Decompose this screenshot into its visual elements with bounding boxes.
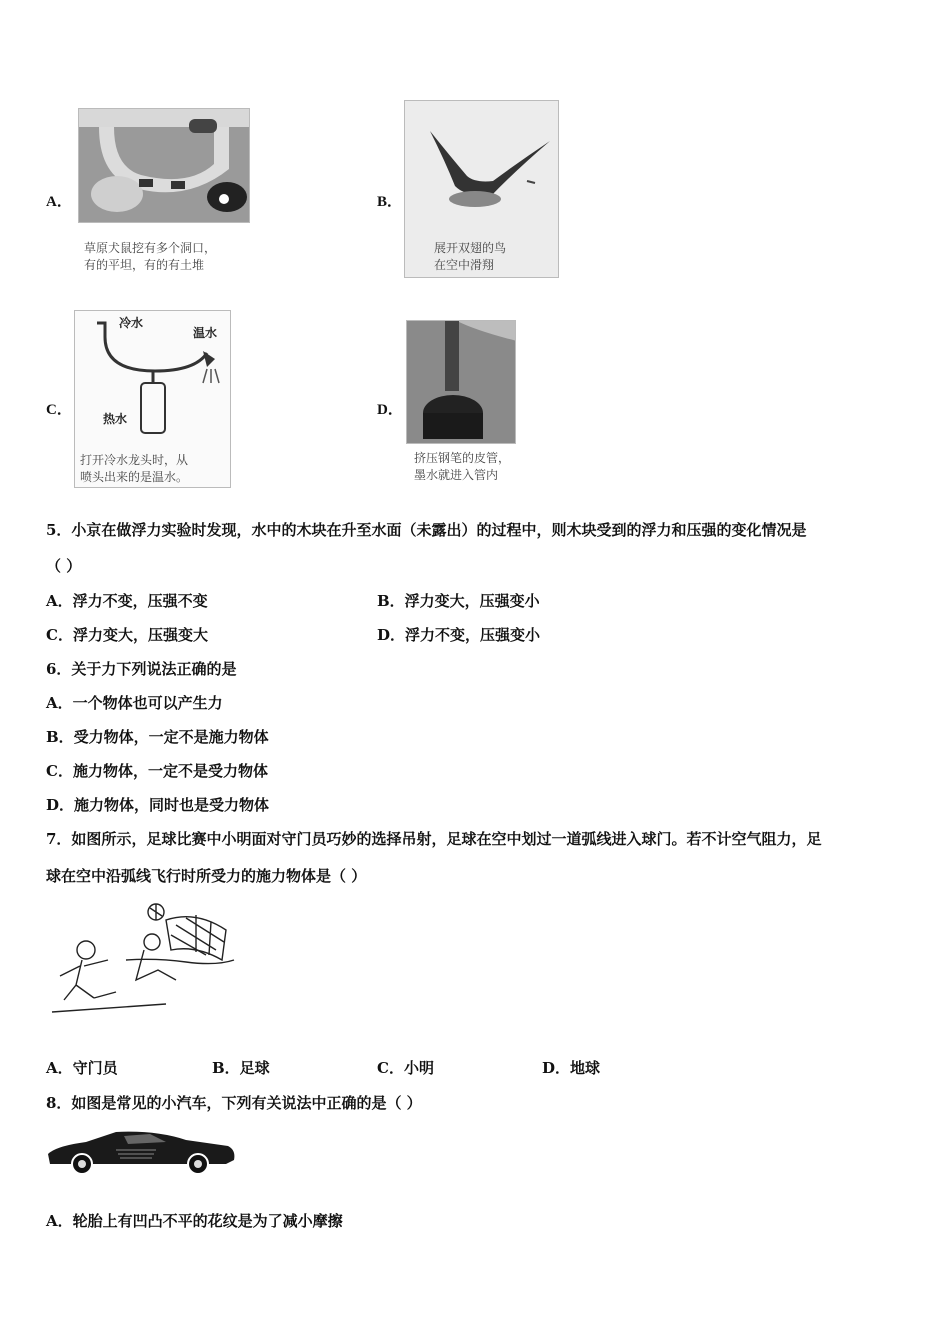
q5-answer-paren: （ ）: [46, 557, 82, 575]
option-letter-b: B．: [377, 194, 403, 210]
fountain-pen-figure: [406, 320, 516, 444]
q7-stem-line-2: 球在空中沿弧线飞行时所受力的施力物体是（ ）: [46, 867, 367, 885]
label-cold-water: 冷水: [119, 316, 144, 330]
q6-option-d[interactable]: D．施力物体，同时也是受力物体: [46, 796, 270, 814]
q7-option-b[interactable]: B．足球: [212, 1059, 270, 1077]
figure-c-caption-2: 喷头出来的是温水。: [80, 470, 189, 484]
figure-b-caption-1: 展开双翅的鸟: [434, 241, 507, 255]
q7-stem-line-1: 7．如图所示，足球比赛中小明面对守门员巧妙的选择吊射，足球在空中划过一道弧线进入球门。若不计空气阻力，足: [46, 830, 822, 848]
q8-option-a[interactable]: A．轮胎上有凹凸不平的花纹是为了减小摩擦: [46, 1212, 343, 1230]
q5-option-c[interactable]: C．浮力变大，压强变大: [46, 626, 208, 644]
q5-stem: 5．小京在做浮力实验时发现，水中的木块在升至水面（未露出）的过程中，则木块受到的浮力和压强的变化情况是: [46, 521, 807, 539]
soccer-illustration: [46, 900, 238, 1022]
q5-option-a[interactable]: A．浮力不变，压强不变: [46, 592, 208, 610]
q8-stem: 8．如图是常见的小汽车，下列有关说法中正确的是（ ）: [46, 1094, 422, 1112]
figure-d-caption-2: 墨水就进入管内: [414, 468, 499, 482]
option-letter-d: D．: [377, 402, 403, 418]
label-hot-water: 热水: [103, 412, 128, 426]
prairie-dog-burrow-figure: [78, 108, 250, 223]
figure-d-caption-1: 挤压钢笔的皮管，: [414, 451, 511, 465]
sports-car-figure: [46, 1128, 236, 1176]
q7-option-d[interactable]: D．地球: [542, 1059, 601, 1077]
option-letter-a: A．: [46, 194, 72, 210]
q5-option-b[interactable]: B．浮力变大，压强变小: [377, 592, 540, 610]
burrow-illustration: [79, 109, 250, 223]
figure-c-caption-1: 打开冷水龙头时，从: [80, 453, 189, 467]
q6-stem: 6．关于力下列说法正确的是: [46, 660, 237, 678]
q6-option-c[interactable]: C．施力物体，一定不是受力物体: [46, 762, 268, 780]
pen-squeeze-illustration: [407, 321, 516, 444]
figure-b-caption-2: 在空中滑翔: [434, 258, 495, 272]
soccer-lob-figure: [46, 900, 238, 1022]
figure-a-caption-1: 草原犬鼠挖有多个洞口，: [84, 241, 217, 255]
q7-option-a[interactable]: A．守门员: [46, 1059, 118, 1077]
q6-option-b[interactable]: B．受力物体，一定不是施力物体: [46, 728, 269, 746]
car-illustration: [46, 1128, 236, 1176]
option-letter-c: C．: [46, 402, 72, 418]
figure-a-caption-2: 有的平坦，有的有土堆: [84, 258, 205, 272]
q6-option-a[interactable]: A．一个物体也可以产生力: [46, 694, 223, 712]
q7-option-c[interactable]: C．小明: [377, 1059, 434, 1077]
label-warm-water: 温水: [193, 326, 218, 340]
q5-option-d[interactable]: D．浮力不变，压强变小: [377, 626, 541, 644]
